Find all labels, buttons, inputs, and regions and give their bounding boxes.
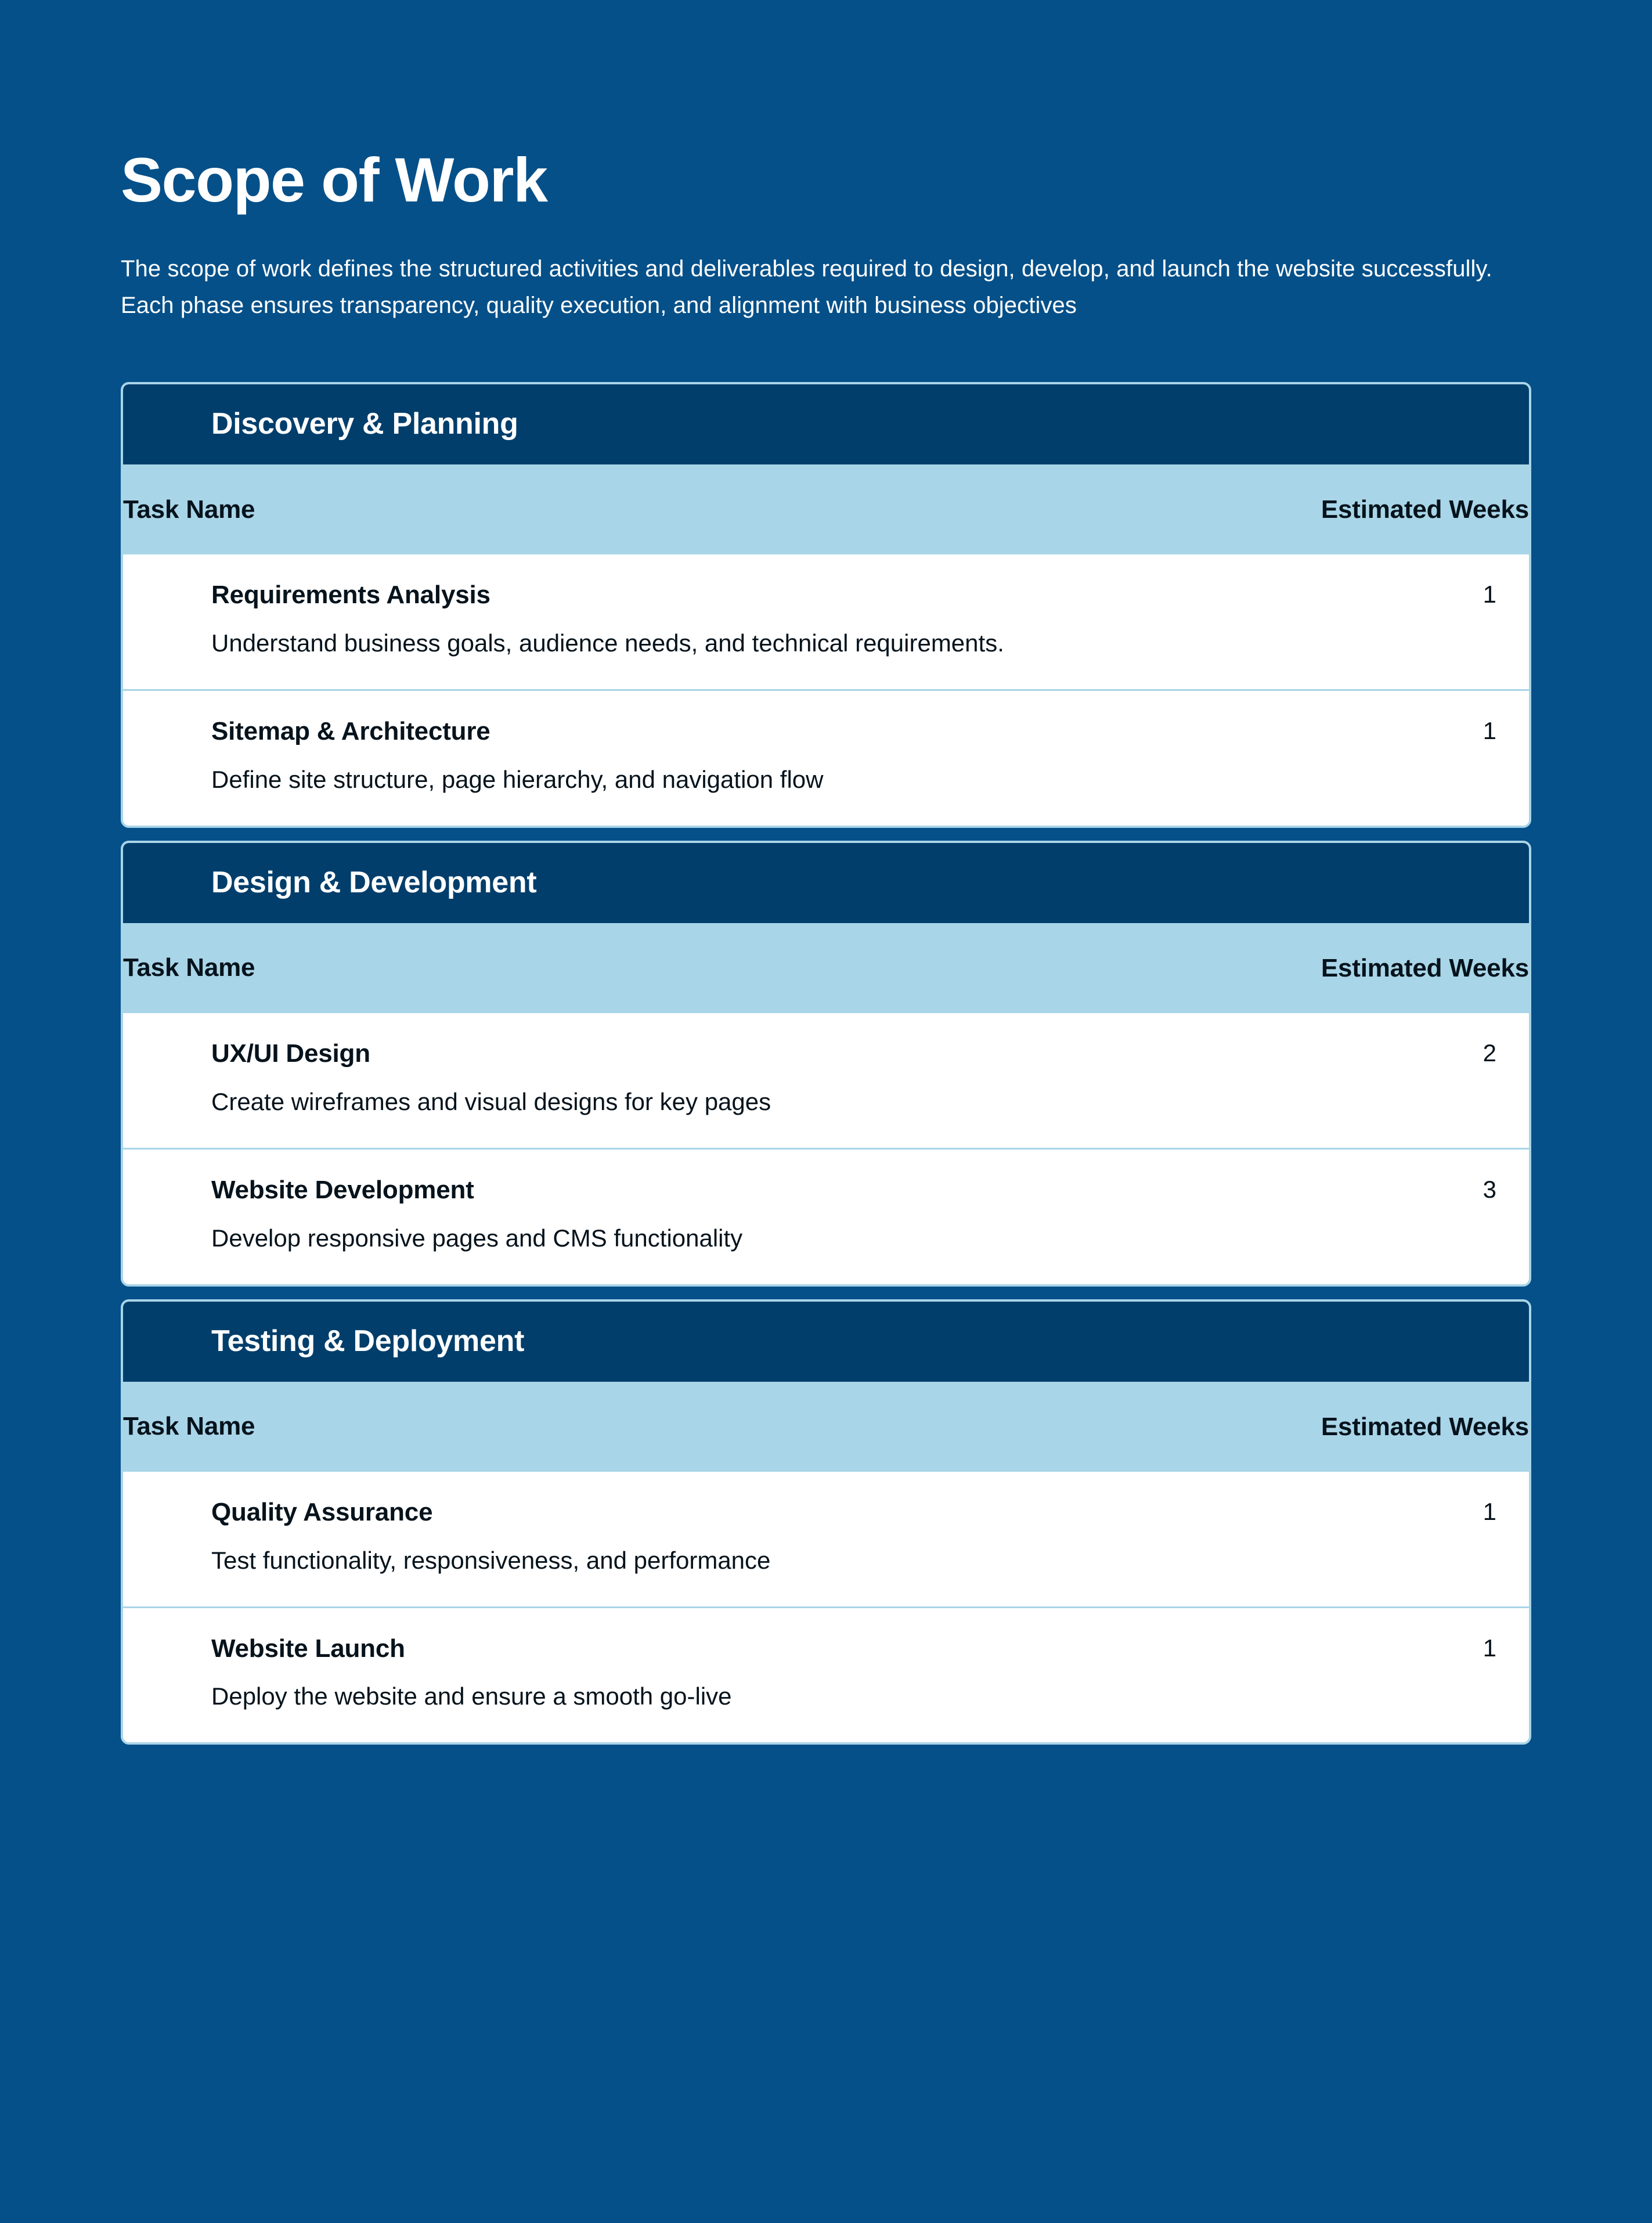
weeks-cell: [1135, 1607, 1529, 1742]
column-header-task-name: Task Name: [123, 464, 1135, 554]
task-table-head: [123, 1382, 1529, 1472]
task-name: UX/UI Design: [211, 1039, 370, 1068]
table-row: [123, 1607, 1529, 1742]
task-name: Requirements Analysis: [211, 581, 490, 610]
estimated-weeks-value: 1: [1483, 1497, 1496, 1525]
task-description: Understand business goals, audience needs, and technical requirements.: [211, 629, 1004, 657]
task-description: Create wireframes and visual designs for key pages: [211, 1087, 771, 1115]
phase-card-header: [123, 843, 1529, 923]
page-subtitle: The scope of work defines the structured activities and deliverables required to design, develop, and launch the website successfully. Each phase ensures transparency, quality execution, and alignment with business objectives: [121, 255, 1492, 318]
phase-title: Discovery & Planning: [211, 407, 518, 441]
task-cell: [123, 1472, 1135, 1607]
task-cell: [123, 554, 1135, 690]
task-description: Deploy the website and ensure a smooth go-live: [211, 1682, 732, 1710]
estimated-weeks-value: 1: [1483, 581, 1496, 608]
weeks-cell: [1135, 690, 1529, 826]
weeks-cell: [1135, 1148, 1529, 1284]
weeks-cell: [1135, 1472, 1529, 1607]
task-cell: [123, 1607, 1135, 1742]
weeks-cell: [1135, 554, 1529, 690]
task-description: Test functionality, responsiveness, and performance: [211, 1546, 771, 1574]
phase-card-header: [123, 384, 1529, 464]
phase-card-list: [121, 382, 1531, 1745]
column-header-estimated-weeks: Estimated Weeks: [1135, 923, 1529, 1013]
task-table: [123, 464, 1529, 826]
column-header-estimated-weeks: Estimated Weeks: [1135, 464, 1529, 554]
column-header-estimated-weeks: Estimated Weeks: [1135, 1382, 1529, 1472]
phase-card-testing-deployment: [121, 1299, 1531, 1745]
task-cell: [123, 1013, 1135, 1148]
phase-card-design-development: [121, 841, 1531, 1287]
task-name: Website Development: [211, 1175, 474, 1204]
table-row: [123, 1148, 1529, 1284]
task-description: Develop responsive pages and CMS functionality: [211, 1224, 743, 1252]
table-row: [123, 690, 1529, 826]
task-table-body: [123, 1472, 1529, 1742]
task-name: Website Launch: [211, 1634, 405, 1663]
column-header-task-name: Task Name: [123, 1382, 1135, 1472]
estimated-weeks-value: 1: [1483, 1634, 1496, 1662]
table-row: [123, 554, 1529, 690]
task-name: Quality Assurance: [211, 1497, 433, 1526]
task-table-body: [123, 1013, 1529, 1284]
task-cell: [123, 1148, 1135, 1284]
estimated-weeks-value: 2: [1483, 1039, 1496, 1067]
phase-card-discovery-planning: [121, 382, 1531, 828]
phase-title: Testing & Deployment: [211, 1324, 525, 1358]
task-table: [123, 1382, 1529, 1743]
column-header-task-name: Task Name: [123, 923, 1135, 1013]
task-table: [123, 923, 1529, 1284]
task-table-head: [123, 923, 1529, 1013]
phase-title: Design & Development: [211, 865, 537, 899]
table-header-row: [123, 464, 1529, 554]
weeks-cell: [1135, 1013, 1529, 1148]
task-cell: [123, 690, 1135, 826]
task-table-body: [123, 554, 1529, 825]
page-header: [121, 0, 1531, 324]
task-name: Sitemap & Architecture: [211, 717, 490, 746]
task-table-head: [123, 464, 1529, 554]
estimated-weeks-value: 3: [1483, 1175, 1496, 1203]
table-header-row: [123, 923, 1529, 1013]
table-row: [123, 1472, 1529, 1607]
estimated-weeks-value: 1: [1483, 717, 1496, 745]
table-header-row: [123, 1382, 1529, 1472]
task-description: Define site structure, page hierarchy, and navigation flow: [211, 765, 824, 793]
page-title: Scope of Work: [121, 145, 547, 215]
phase-card-header: [123, 1302, 1529, 1382]
table-row: [123, 1013, 1529, 1148]
